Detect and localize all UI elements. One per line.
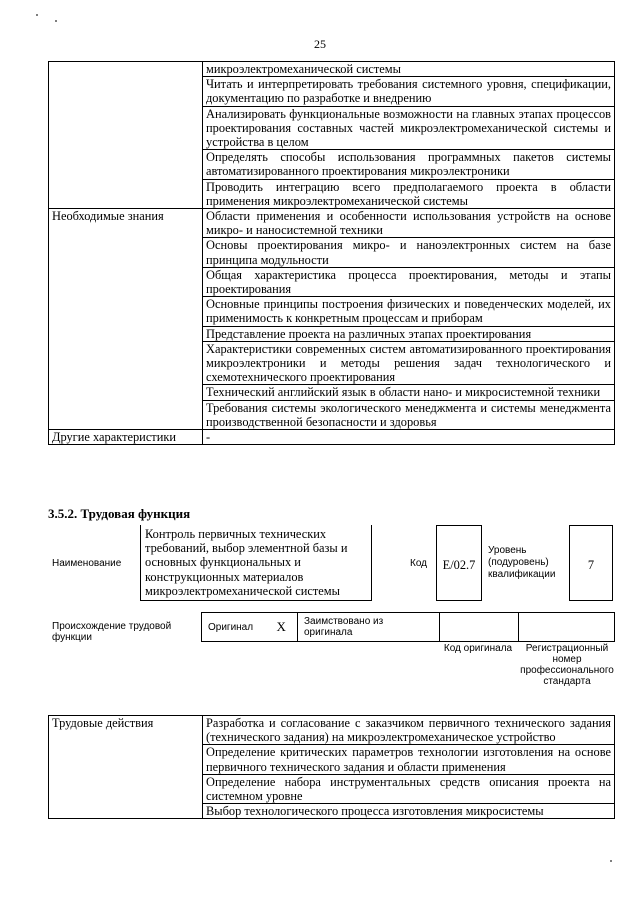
original-mark: X [266,613,298,642]
original-label: Оригинал [202,613,266,642]
table-cell: Определение критических параметров технологии изготовления на основе первичного технического задания и области применения [203,745,615,774]
table-cell: микроэлектромеханической системы [203,62,615,77]
table-row [49,209,615,238]
table-cell: Основы проектирования микро- и наноэлектронных систем на базе принципа модульности [203,238,615,267]
table-cell: Представление проекта на различных этапах проектирования [203,326,615,341]
section-title: 3.5.2. Трудовая функция [48,506,191,521]
table-cell: Общая характеристика процесса проектирования, методы и этапы проектирования [203,267,615,296]
origin-code-cell [440,613,519,642]
table-cell: Характеристики современных систем автоматизированного проектирования микроэлектроники и методы решения задач технологического и схемотехнического проектирования [203,341,615,385]
scan-speck [36,14,38,16]
table-row [49,430,615,445]
table-cell: Требования системы экологического менеджмента и системы менеджмента производственной безопасности и здоровья [203,400,615,429]
table-cell: Выбор технологического процесса изготовления микросистемы [203,804,615,819]
table-cell: Разработка и согласование с заказчиком первичного технического задания (технического задания) на микроэлектромеханическое устройство [203,716,615,745]
table-cell: Технический английский язык в области нано- и микросистемной техники [203,385,615,400]
table-row [202,613,615,642]
row-label-necessary-knowledge: Необходимые знания [49,209,203,430]
table-row [49,716,615,745]
table-row [49,62,615,77]
name-label: Наименование [52,558,122,569]
reg-number-caption: Регистрационный номер профессионального стандарта [520,643,614,687]
row-label-other-characteristics: Другие характеристики [49,430,203,445]
function-name-value: Контроль первичных технических требований, выбор элементной базы и основных функциональных и конструкционных материалов микроэлектромеханической системы [140,525,372,601]
table-cell: Определять способы использования программных пакетов системы автоматизированного проектирования микроэлектроники [203,150,615,179]
table-cell: Основные принципы построения физических и поведенческих моделей, их применимость к конкретным процессам и приборам [203,297,615,326]
scan-speck [610,860,612,862]
row-label-labor-actions: Трудовые действия [49,716,203,819]
borrowed-label: Заимствовано из оригинала [298,613,440,642]
origin-label: Происхождение трудовой функции [52,621,172,643]
row-label [49,62,203,209]
competencies-table [48,61,615,445]
table-cell: - [203,430,615,445]
qualification-level-value: 7 [569,525,613,601]
table-cell: Читать и интерпретировать требования системного уровня, спецификации, документацию по разработке и внедрению [203,77,615,106]
labor-actions-table [48,715,615,819]
origin-code-caption: Код оригинала [443,643,513,654]
code-label: Код [410,558,428,569]
page-number: 25 [314,37,326,51]
table-cell: Определение набора инструментальных средств описания проекта на системном уровне [203,774,615,803]
code-value: E/02.7 [436,525,482,601]
table-cell: Проводить интеграцию всего предполагаемого проекта в области применения микроэлектромеханической системы [203,179,615,208]
reg-number-cell [519,613,615,642]
origin-table [201,612,615,642]
scan-speck [55,20,57,22]
qualification-level-label: Уровень (подуровень) квалификации [488,545,556,580]
table-cell: Области применения и особенности использования устройств на основе микро- и наносистемной техники [203,209,615,238]
table-cell: Анализировать функциональные возможности на главных этапах процессов проектирования составных частей микроэлектромеханической системы и устройства в целом [203,106,615,150]
